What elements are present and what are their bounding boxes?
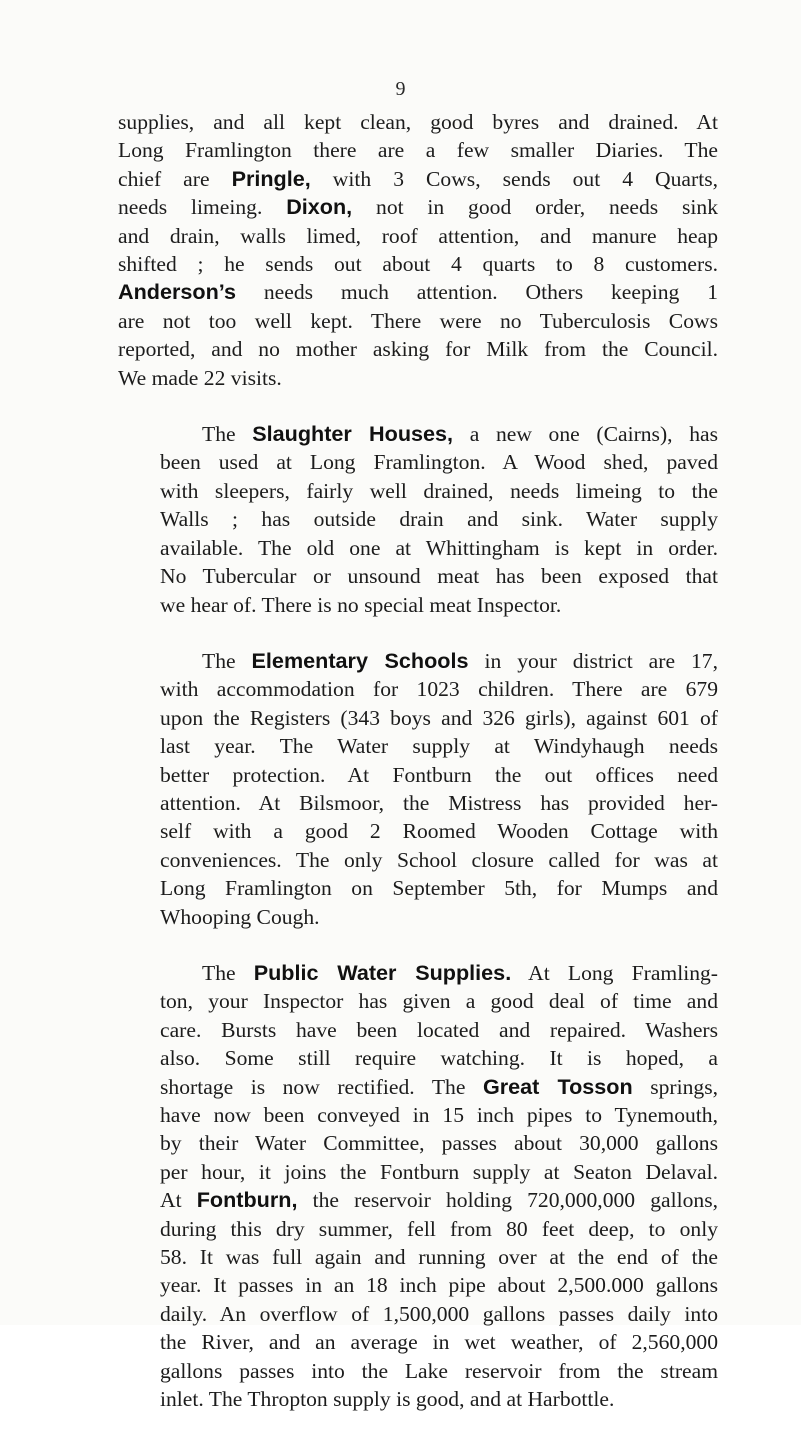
bold-heading-run: Fontburn, [196, 1187, 298, 1213]
text-line: Whooping Cough. [160, 904, 320, 929]
text-run: with 3 Cows, sends out 4 Quarts, [310, 166, 719, 191]
text-line: shifted ; he sends out about 4 quarts to 8 customers. [118, 252, 718, 277]
text-line: available. The old one at Whittingham is kept in order. [160, 535, 718, 560]
paragraph [118, 959, 718, 1414]
text-line: per hour, it joins the Fontburn supply at Seaton Delaval. [160, 1159, 718, 1184]
text-line: inlet. The Thropton supply is good, and at Harbottle. [160, 1387, 615, 1412]
text-run: At Long Framling- [511, 960, 718, 985]
text-line: during this dry summer, fell from 80 feet deep, to only [160, 1216, 718, 1241]
bold-heading-run: Slaughter Houses, [252, 421, 454, 447]
text-line: better protection. At Fontburn the out offices need [160, 762, 718, 787]
text-line [118, 959, 718, 987]
text-run: not in good order, needs sink [352, 195, 718, 220]
bold-heading-run: Anderson’s [118, 279, 236, 305]
text-line: the River, and an average in wet weather, of 2,560,000 [160, 1330, 718, 1355]
text-line: are not too well kept. There were no Tuberculosis Cows [118, 308, 718, 333]
text-line: have now been conveyed in 15 inch pipes to Tynemouth, [160, 1103, 718, 1127]
bold-heading-run: Elementary Schools [251, 647, 469, 673]
text-line: year. It passes in an 18 inch pipe about 2,500.000 gallons [160, 1273, 718, 1298]
text-line [118, 420, 718, 448]
text-line [118, 1186, 718, 1214]
text-line: also. Some still require watching. It is hoped, a [160, 1046, 718, 1071]
text-line: attention. At Bilsmoor, the Mistress has provided her- [160, 790, 718, 815]
text-line [118, 1073, 718, 1101]
body-text [118, 108, 718, 1441]
text-line: We made 22 visits. [118, 365, 282, 390]
text-line: with accommodation for 1023 children. There are 679 [160, 677, 718, 702]
text-line: supplies, and all kept clean, good byres and drained. At [118, 110, 718, 134]
text-run: springs, [632, 1074, 719, 1099]
text-line: Long Framlington on September 5th, for Mumps and [160, 876, 718, 901]
text-run: The [202, 960, 254, 985]
text-line [118, 278, 718, 306]
text-line: No Tubercular or unsound meat has been exposed that [160, 564, 718, 589]
text-line: been used at Long Framlington. A Wood shed, paved [160, 450, 718, 475]
text-line: care. Bursts have been located and repaired. Washers [160, 1017, 718, 1042]
text-line: Long Framlington there are a few smaller Diaries. The [118, 138, 718, 163]
text-line [118, 647, 718, 675]
text-line [118, 165, 718, 193]
text-line: last year. The Water supply at Windyhaugh needs [160, 734, 718, 759]
bold-heading-run: Great Tosson [482, 1073, 633, 1099]
text-line: by their Water Committee, passes about 30,000 gallons [160, 1131, 718, 1156]
text-line: daily. An overflow of 1,500,000 gallons passes daily into [160, 1301, 718, 1326]
text-line [118, 193, 718, 221]
text-line: conveniences. The only School closure called for was at [160, 847, 718, 872]
text-line: gallons passes into the Lake reservoir from the stream [160, 1358, 718, 1383]
text-line: reported, and no mother asking for Milk from the Council. [118, 337, 718, 362]
paragraph [118, 420, 718, 619]
text-line: upon the Registers (343 boys and 326 girls), against 601 of [160, 705, 718, 730]
text-run: chief are [118, 166, 232, 191]
text-line: Walls ; has outside drain and sink. Water supply [160, 507, 718, 532]
text-line: we hear of. There is no special meat Inspector. [160, 592, 562, 617]
text-run: At [160, 1188, 197, 1213]
text-line: 58. It was full again and running over at the end of the [160, 1245, 718, 1270]
text-line: with sleepers, fairly well drained, needs limeing to the [160, 478, 718, 503]
text-run: The [202, 422, 253, 447]
text-line: and drain, walls limed, roof attention, and manure heap [118, 223, 718, 248]
paragraph [118, 647, 718, 931]
text-run: needs limeing. [118, 195, 287, 220]
paragraph [118, 108, 718, 392]
text-run: a new one (Cairns), has [453, 422, 718, 447]
text-run: in your district are 17, [468, 648, 718, 673]
page-number: 9 [395, 78, 406, 100]
text-run: the reservoir holding 720,000,000 gallons, [297, 1188, 718, 1213]
bold-heading-run: Public Water Supplies. [253, 959, 512, 985]
bold-heading-run: Pringle, [231, 165, 311, 191]
text-line: self with a good 2 Roomed Wooden Cottage with [160, 819, 718, 844]
bold-heading-run: Dixon, [286, 194, 353, 220]
text-run: shortage is now rectified. The [160, 1074, 483, 1099]
text-run: needs much attention. Others keeping 1 [236, 280, 718, 305]
text-line: ton, your Inspector has given a good deal of time and [160, 989, 718, 1014]
text-run: The [202, 648, 252, 673]
